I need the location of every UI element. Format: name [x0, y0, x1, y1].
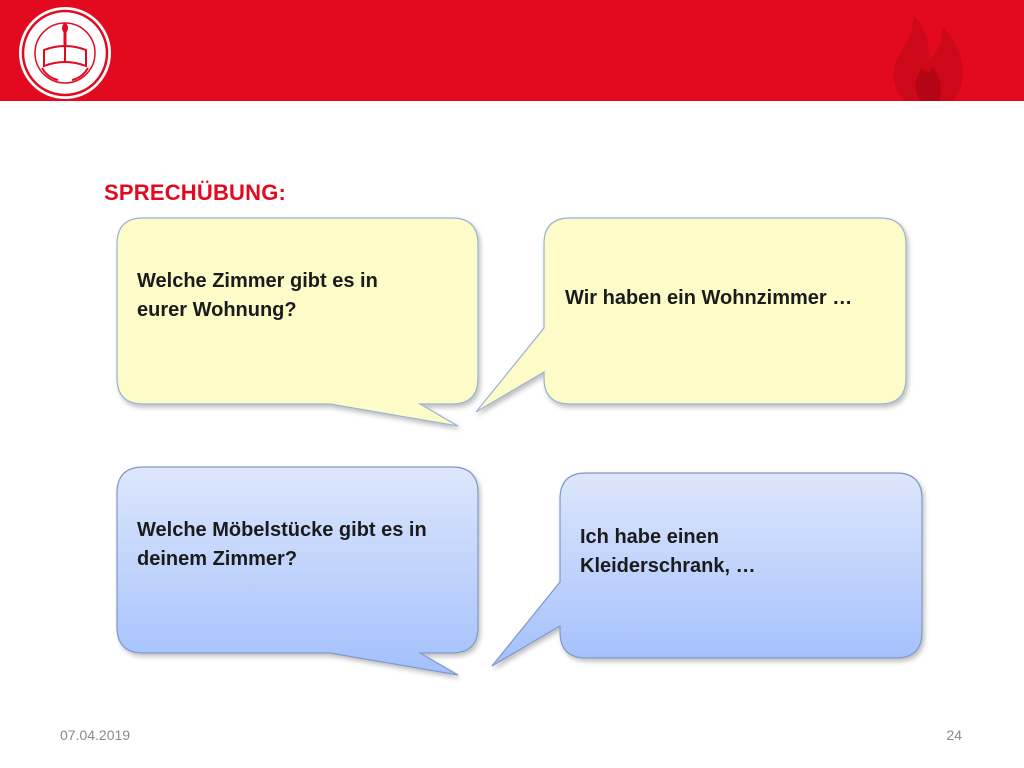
footer-date: 07.04.2019 [60, 727, 131, 743]
bubble-3-line-2: deinem Zimmer? [137, 548, 298, 570]
bubble-1-text [137, 267, 378, 325]
bubble-3-text [137, 516, 427, 574]
bubble-1-line-2: eurer Wohnung? [137, 299, 297, 321]
bubble-2-text [565, 284, 852, 313]
bubble-2-line-1: Wir haben ein Wohnzimmer … [565, 287, 853, 309]
bubble-3-line-1: Welche Möbelstücke gibt es in [137, 519, 427, 541]
bubble-1-line-1: Welche Zimmer gibt es in [137, 270, 378, 292]
speech-bubble-answer-1 [476, 218, 906, 412]
slide-title: SPRECHÜBUNG: [104, 180, 287, 205]
bubble-4-line-2: Kleiderschrank, … [580, 555, 756, 577]
page-number: 24 [946, 727, 962, 743]
bubble-4-text [580, 523, 756, 581]
bubble-4-line-1: Ich habe einen [580, 526, 719, 548]
